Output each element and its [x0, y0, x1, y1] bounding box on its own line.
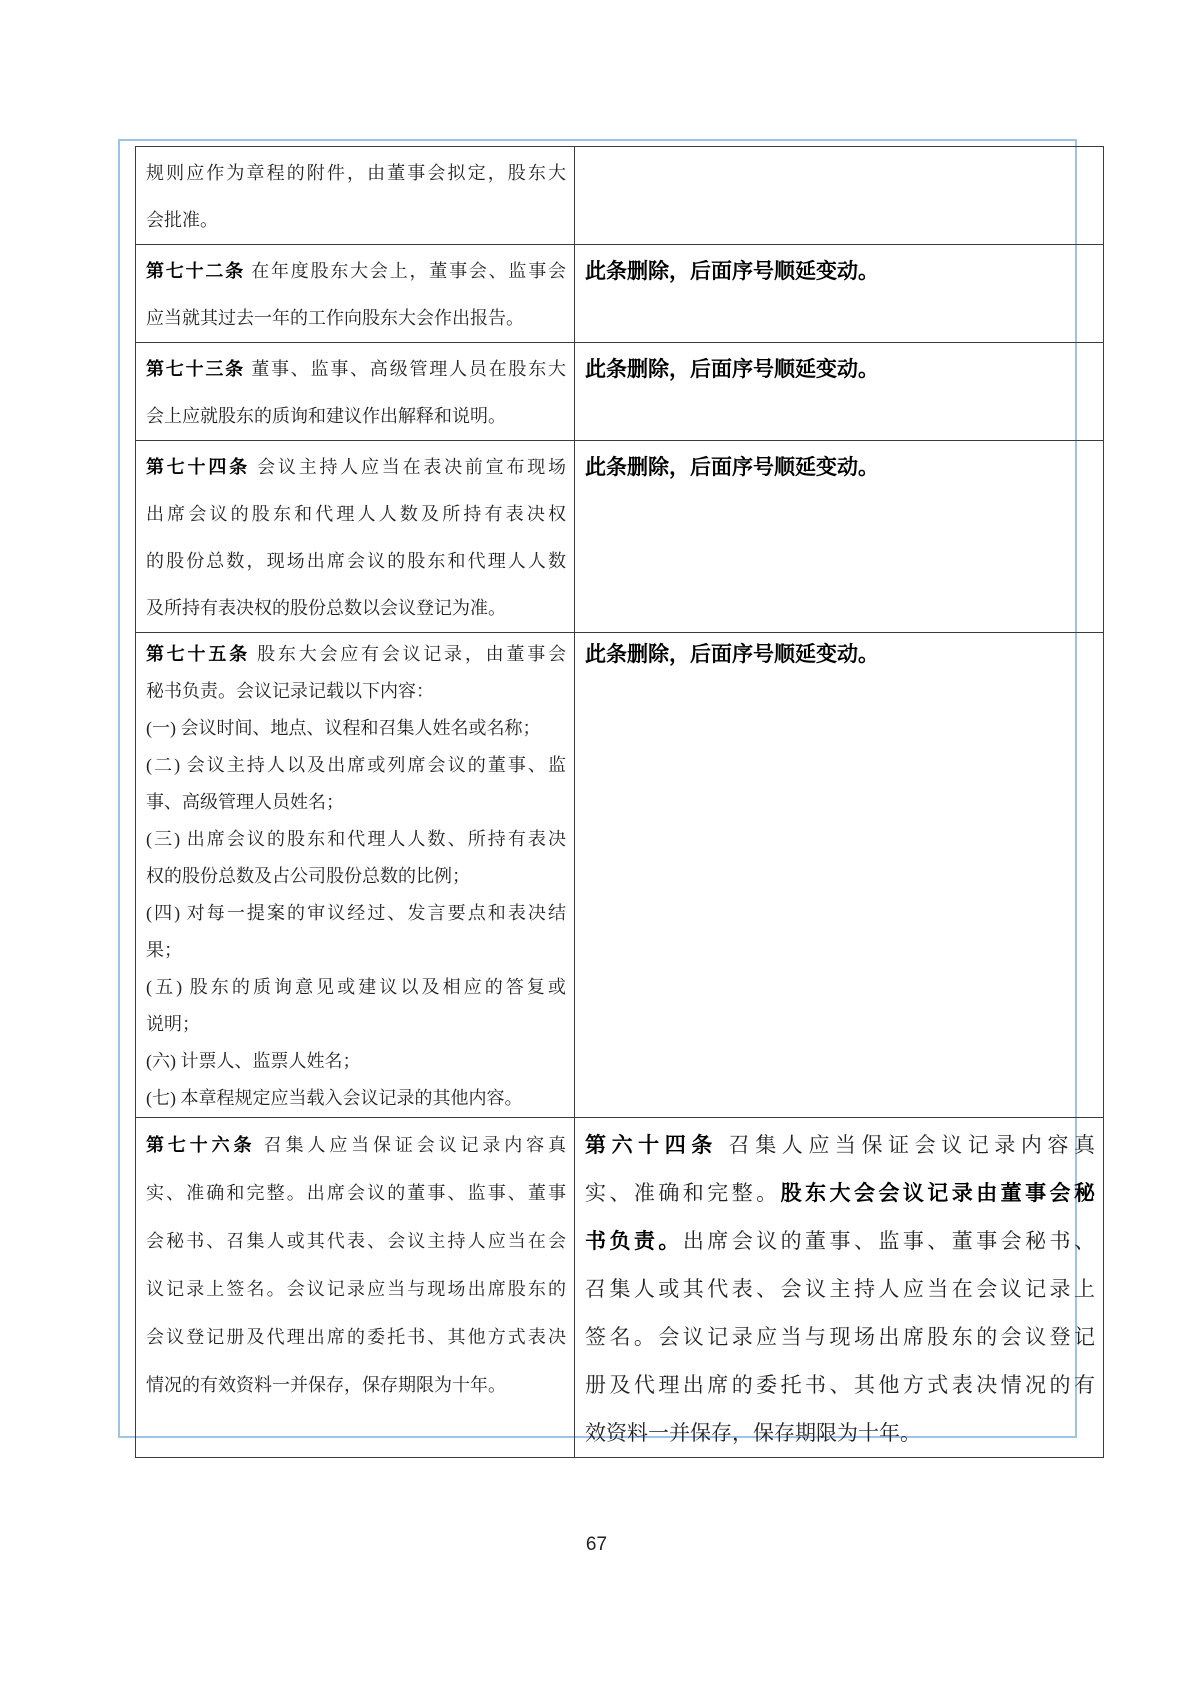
text-line: 规则应作为章程的附件，由董事会拟定，股东大 — [146, 163, 566, 183]
text-line: 的股份总数，现场出席会议的股东和代理人人数 — [146, 551, 566, 571]
text-line: 会议登记册及代理出席的委托书、其他方式表决 — [146, 1327, 566, 1347]
table-row — [136, 1118, 1104, 1458]
revision-note-cell — [575, 633, 1104, 1118]
table-row — [136, 441, 1104, 633]
text-line: 出席会议的股东和代理人人数及所持有表决权 — [146, 504, 566, 524]
text-line: 情况的有效资料一并保存，保存期限为十年。 — [146, 1375, 506, 1395]
table-row — [136, 343, 1104, 441]
comparison-table — [135, 146, 1104, 1458]
text-line: 册及代理出席的委托书、其他方式表决情况的有 — [585, 1373, 1095, 1397]
text-line: (四) 对每一提案的审议经过、发言要点和表决结 — [146, 903, 566, 923]
text-line: 第七十五条 股东大会应有会议记录，由董事会 — [146, 644, 566, 664]
table-row — [136, 633, 1104, 1118]
text-line: (一) 会议时间、地点、议程和召集人姓名或名称； — [146, 718, 541, 738]
page-number: 67 — [585, 1534, 608, 1555]
text-line: 实、准确和完整。股东大会会议记录由董事会秘 — [585, 1181, 1095, 1205]
revision-note-cell — [575, 245, 1104, 343]
text-line: 及所持有表决权的股份总数以会议登记为准。 — [146, 598, 506, 618]
original-article-cell — [136, 147, 575, 245]
original-article-cell — [136, 1118, 575, 1458]
text-line: 书负责。出席会议的董事、监事、董事会秘书、 — [585, 1229, 1095, 1253]
table-row — [136, 147, 1104, 245]
text-line: (六) 计票人、监票人姓名； — [146, 1051, 361, 1071]
text-line: 权的股份总数及占公司股份总数的比例； — [146, 866, 470, 886]
text-line: (七) 本章程规定应当载入会议记录的其他内容。 — [146, 1088, 523, 1108]
text-line: 此条删除，后面序号顺延变动。 — [585, 357, 879, 381]
revision-note-cell — [575, 1118, 1104, 1458]
text-line: 第七十二条 在年度股东大会上，董事会、监事会 — [146, 261, 566, 281]
text-line: 应当就其过去一年的工作向股东大会作出报告。 — [146, 308, 524, 328]
text-line: 果； — [146, 940, 182, 960]
text-line: 此条删除，后面序号顺延变动。 — [585, 455, 879, 479]
table-row — [136, 245, 1104, 343]
text-line: 会批准。 — [146, 210, 218, 230]
revision-note-cell — [575, 441, 1104, 633]
revision-note-cell — [575, 147, 1104, 245]
text-line: 第七十六条 召集人应当保证会议记录内容真 — [146, 1135, 566, 1155]
text-line: 事、高级管理人员姓名； — [146, 792, 344, 812]
text-line: 第七十四条 会议主持人应当在表决前宣布现场 — [146, 457, 566, 477]
original-article-cell — [136, 633, 575, 1118]
text-line: 第七十三条 董事、监事、高级管理人员在股东大 — [146, 359, 566, 379]
text-line: 秘书负责。会议记录记载以下内容： — [146, 681, 434, 701]
text-line: (二) 会议主持人以及出席或列席会议的董事、监 — [146, 755, 566, 775]
text-line: 第六十四条 召集人应当保证会议记录内容真 — [585, 1133, 1095, 1157]
original-article-cell — [136, 441, 575, 633]
text-line: 召集人或其代表、会议主持人应当在会议记录上 — [585, 1277, 1095, 1301]
revision-note-cell — [575, 343, 1104, 441]
text-line: 此条删除，后面序号顺延变动。 — [585, 642, 879, 666]
text-line: 会秘书、召集人或其代表、会议主持人应当在会 — [146, 1231, 566, 1251]
original-article-cell — [136, 245, 575, 343]
original-article-cell — [136, 343, 575, 441]
text-line: 会上应就股东的质询和建议作出解释和说明。 — [146, 406, 506, 426]
text-line: 实、准确和完整。出席会议的董事、监事、董事 — [146, 1183, 566, 1203]
text-line: 说明； — [146, 1014, 200, 1034]
text-line: (五) 股东的质询意见或建议以及相应的答复或 — [146, 977, 566, 997]
text-line: 签名。会议记录应当与现场出席股东的会议登记 — [585, 1325, 1095, 1349]
comparison-table-body — [136, 147, 1104, 1458]
text-line: 议记录上签名。会议记录应当与现场出席股东的 — [146, 1279, 566, 1299]
text-line: 效资料一并保存，保存期限为十年。 — [585, 1421, 921, 1445]
text-line: (三) 出席会议的股东和代理人人数、所持有表决 — [146, 829, 566, 849]
text-line: 此条删除，后面序号顺延变动。 — [585, 259, 879, 283]
